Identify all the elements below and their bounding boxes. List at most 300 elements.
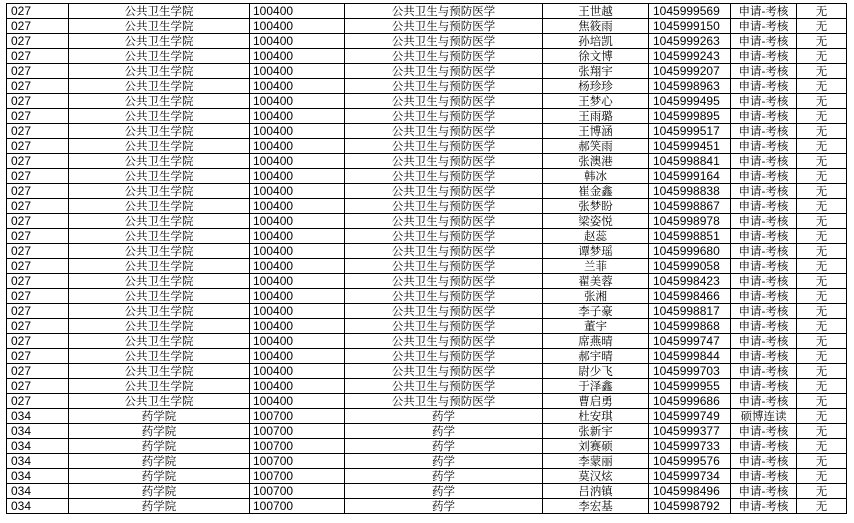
- admission-method-cell: 申请-考核: [731, 19, 797, 34]
- admission-method-cell: 硕博连读: [731, 409, 797, 424]
- college-code-cell: 027: [7, 139, 69, 154]
- admission-method-cell: 申请-考核: [731, 109, 797, 124]
- remark-cell: 无: [797, 319, 847, 334]
- major-code-cell: 100400: [250, 19, 345, 34]
- table-row: [7, 304, 847, 319]
- exam-number-cell: 1045999733: [649, 439, 731, 454]
- college-code-cell: 034: [7, 454, 69, 469]
- major-code-cell: 100400: [250, 349, 345, 364]
- major-code-cell: 100400: [250, 364, 345, 379]
- exam-number-cell: 1045998423: [649, 274, 731, 289]
- table-row: [7, 499, 847, 514]
- remark-cell: 无: [797, 139, 847, 154]
- student-name-cell: 赵蕊: [543, 229, 649, 244]
- exam-number-cell: 1045999680: [649, 244, 731, 259]
- student-name-cell: 孙培凯: [543, 34, 649, 49]
- remark-cell: 无: [797, 49, 847, 64]
- table-body: [7, 4, 847, 514]
- college-name-cell: 公共卫生学院: [69, 274, 250, 289]
- major-code-cell: 100400: [250, 199, 345, 214]
- major-code-cell: 100700: [250, 424, 345, 439]
- remark-cell: 无: [797, 394, 847, 409]
- college-code-cell: 027: [7, 184, 69, 199]
- major-name-cell: 公共卫生与预防医学: [345, 169, 543, 184]
- admission-list-table: [6, 3, 847, 514]
- exam-number-cell: 1045998496: [649, 484, 731, 499]
- college-name-cell: 公共卫生学院: [69, 214, 250, 229]
- major-name-cell: 公共卫生与预防医学: [345, 4, 543, 19]
- exam-number-cell: 1045999517: [649, 124, 731, 139]
- remark-cell: 无: [797, 109, 847, 124]
- exam-number-cell: 1045999734: [649, 469, 731, 484]
- college-name-cell: 公共卫生学院: [69, 64, 250, 79]
- student-name-cell: 尉少飞: [543, 364, 649, 379]
- college-name-cell: 药学院: [69, 484, 250, 499]
- admission-method-cell: 申请-考核: [731, 154, 797, 169]
- college-code-cell: 027: [7, 274, 69, 289]
- table-row: [7, 319, 847, 334]
- college-code-cell: 027: [7, 94, 69, 109]
- exam-number-cell: 1045999263: [649, 34, 731, 49]
- student-name-cell: 吕汭镇: [543, 484, 649, 499]
- college-name-cell: 公共卫生学院: [69, 79, 250, 94]
- exam-number-cell: 1045999058: [649, 259, 731, 274]
- remark-cell: 无: [797, 364, 847, 379]
- table-row: [7, 469, 847, 484]
- student-name-cell: 韩冰: [543, 169, 649, 184]
- remark-cell: 无: [797, 439, 847, 454]
- remark-cell: 无: [797, 94, 847, 109]
- exam-number-cell: 1045998792: [649, 499, 731, 514]
- college-code-cell: 034: [7, 424, 69, 439]
- table-row: [7, 289, 847, 304]
- college-code-cell: 027: [7, 154, 69, 169]
- exam-number-cell: 1045999703: [649, 364, 731, 379]
- major-name-cell: 公共卫生与预防医学: [345, 349, 543, 364]
- remark-cell: 无: [797, 424, 847, 439]
- admission-method-cell: 申请-考核: [731, 334, 797, 349]
- table-row: [7, 379, 847, 394]
- exam-number-cell: 1045999576: [649, 454, 731, 469]
- student-name-cell: 崔金鑫: [543, 184, 649, 199]
- student-name-cell: 王世越: [543, 4, 649, 19]
- student-name-cell: 王梦心: [543, 94, 649, 109]
- remark-cell: 无: [797, 274, 847, 289]
- major-code-cell: 100400: [250, 34, 345, 49]
- college-name-cell: 公共卫生学院: [69, 4, 250, 19]
- major-code-cell: 100400: [250, 379, 345, 394]
- remark-cell: 无: [797, 379, 847, 394]
- exam-number-cell: 1045998867: [649, 199, 731, 214]
- college-code-cell: 027: [7, 79, 69, 94]
- major-code-cell: 100400: [250, 49, 345, 64]
- table-row: [7, 124, 847, 139]
- major-code-cell: 100400: [250, 4, 345, 19]
- exam-number-cell: 1045998466: [649, 289, 731, 304]
- remark-cell: 无: [797, 409, 847, 424]
- remark-cell: 无: [797, 454, 847, 469]
- college-code-cell: 027: [7, 34, 69, 49]
- college-name-cell: 公共卫生学院: [69, 109, 250, 124]
- college-name-cell: 公共卫生学院: [69, 184, 250, 199]
- major-name-cell: 公共卫生与预防医学: [345, 334, 543, 349]
- table-row: [7, 4, 847, 19]
- exam-number-cell: 1045999747: [649, 334, 731, 349]
- major-code-cell: 100400: [250, 124, 345, 139]
- college-name-cell: 公共卫生学院: [69, 289, 250, 304]
- table-row: [7, 139, 847, 154]
- college-name-cell: 药学院: [69, 439, 250, 454]
- major-code-cell: 100400: [250, 229, 345, 244]
- major-code-cell: 100400: [250, 79, 345, 94]
- exam-number-cell: 1045998963: [649, 79, 731, 94]
- exam-number-cell: 1045998841: [649, 154, 731, 169]
- exam-number-cell: 1045999955: [649, 379, 731, 394]
- college-code-cell: 027: [7, 199, 69, 214]
- major-name-cell: 公共卫生与预防医学: [345, 319, 543, 334]
- college-name-cell: 公共卫生学院: [69, 34, 250, 49]
- major-name-cell: 公共卫生与预防医学: [345, 79, 543, 94]
- admission-method-cell: 申请-考核: [731, 34, 797, 49]
- exam-number-cell: 1045998851: [649, 229, 731, 244]
- student-name-cell: 张翔宇: [543, 64, 649, 79]
- admission-method-cell: 申请-考核: [731, 229, 797, 244]
- major-code-cell: 100400: [250, 154, 345, 169]
- college-name-cell: 公共卫生学院: [69, 229, 250, 244]
- exam-number-cell: 1045999495: [649, 94, 731, 109]
- table-row: [7, 394, 847, 409]
- student-name-cell: 于泽鑫: [543, 379, 649, 394]
- major-code-cell: 100700: [250, 469, 345, 484]
- college-code-cell: 027: [7, 259, 69, 274]
- major-code-cell: 100400: [250, 64, 345, 79]
- exam-number-cell: 1045998817: [649, 304, 731, 319]
- table-row: [7, 409, 847, 424]
- college-name-cell: 公共卫生学院: [69, 394, 250, 409]
- major-code-cell: 100400: [250, 109, 345, 124]
- college-name-cell: 药学院: [69, 469, 250, 484]
- table-row: [7, 334, 847, 349]
- major-name-cell: 公共卫生与预防医学: [345, 19, 543, 34]
- admission-method-cell: 申请-考核: [731, 499, 797, 514]
- major-code-cell: 100400: [250, 334, 345, 349]
- college-code-cell: 027: [7, 244, 69, 259]
- student-name-cell: 梁姿悦: [543, 214, 649, 229]
- college-name-cell: 药学院: [69, 454, 250, 469]
- college-code-cell: 027: [7, 124, 69, 139]
- college-code-cell: 027: [7, 349, 69, 364]
- major-name-cell: 公共卫生与预防医学: [345, 304, 543, 319]
- admission-method-cell: 申请-考核: [731, 364, 797, 379]
- admission-method-cell: 申请-考核: [731, 169, 797, 184]
- college-name-cell: 公共卫生学院: [69, 334, 250, 349]
- college-code-cell: 027: [7, 169, 69, 184]
- student-name-cell: 郝宇晴: [543, 349, 649, 364]
- major-name-cell: 公共卫生与预防医学: [345, 94, 543, 109]
- college-name-cell: 公共卫生学院: [69, 169, 250, 184]
- remark-cell: 无: [797, 64, 847, 79]
- college-name-cell: 公共卫生学院: [69, 199, 250, 214]
- remark-cell: 无: [797, 244, 847, 259]
- college-name-cell: 药学院: [69, 409, 250, 424]
- college-name-cell: 公共卫生学院: [69, 49, 250, 64]
- admission-method-cell: 申请-考核: [731, 214, 797, 229]
- student-name-cell: 董宇: [543, 319, 649, 334]
- major-code-cell: 100400: [250, 274, 345, 289]
- major-code-cell: 100700: [250, 439, 345, 454]
- college-name-cell: 公共卫生学院: [69, 364, 250, 379]
- student-name-cell: 张梦盼: [543, 199, 649, 214]
- major-code-cell: 100700: [250, 499, 345, 514]
- admission-method-cell: 申请-考核: [731, 439, 797, 454]
- college-name-cell: 公共卫生学院: [69, 349, 250, 364]
- admission-method-cell: 申请-考核: [731, 469, 797, 484]
- table-row: [7, 94, 847, 109]
- table-row: [7, 364, 847, 379]
- college-name-cell: 公共卫生学院: [69, 19, 250, 34]
- college-code-cell: 027: [7, 4, 69, 19]
- major-name-cell: 药学: [345, 499, 543, 514]
- admission-method-cell: 申请-考核: [731, 94, 797, 109]
- major-name-cell: 公共卫生与预防医学: [345, 139, 543, 154]
- student-name-cell: 李宏基: [543, 499, 649, 514]
- table-row: [7, 274, 847, 289]
- remark-cell: 无: [797, 334, 847, 349]
- major-name-cell: 公共卫生与预防医学: [345, 64, 543, 79]
- student-name-cell: 王雨璐: [543, 109, 649, 124]
- major-name-cell: 公共卫生与预防医学: [345, 49, 543, 64]
- exam-number-cell: 1045999243: [649, 49, 731, 64]
- major-name-cell: 公共卫生与预防医学: [345, 34, 543, 49]
- student-name-cell: 谭梦瑶: [543, 244, 649, 259]
- college-name-cell: 公共卫生学院: [69, 154, 250, 169]
- college-name-cell: 药学院: [69, 424, 250, 439]
- student-name-cell: 张湘: [543, 289, 649, 304]
- exam-number-cell: 1045999749: [649, 409, 731, 424]
- admission-method-cell: 申请-考核: [731, 349, 797, 364]
- student-name-cell: 郝笑雨: [543, 139, 649, 154]
- major-name-cell: 公共卫生与预防医学: [345, 229, 543, 244]
- college-code-cell: 027: [7, 319, 69, 334]
- college-name-cell: 公共卫生学院: [69, 139, 250, 154]
- college-code-cell: 027: [7, 394, 69, 409]
- admission-method-cell: 申请-考核: [731, 319, 797, 334]
- student-name-cell: 徐文博: [543, 49, 649, 64]
- major-name-cell: 药学: [345, 484, 543, 499]
- major-code-cell: 100400: [250, 169, 345, 184]
- student-name-cell: 李蒙丽: [543, 454, 649, 469]
- student-name-cell: 兰菲: [543, 259, 649, 274]
- major-code-cell: 100400: [250, 94, 345, 109]
- exam-number-cell: 1045999868: [649, 319, 731, 334]
- student-name-cell: 张新宇: [543, 424, 649, 439]
- college-name-cell: 公共卫生学院: [69, 379, 250, 394]
- remark-cell: 无: [797, 484, 847, 499]
- table-row: [7, 49, 847, 64]
- major-name-cell: 药学: [345, 469, 543, 484]
- college-code-cell: 027: [7, 19, 69, 34]
- exam-number-cell: 1045999895: [649, 109, 731, 124]
- student-name-cell: 张澳港: [543, 154, 649, 169]
- student-name-cell: 莫汉炫: [543, 469, 649, 484]
- table-row: [7, 109, 847, 124]
- admission-method-cell: 申请-考核: [731, 79, 797, 94]
- major-code-cell: 100400: [250, 244, 345, 259]
- college-code-cell: 027: [7, 214, 69, 229]
- student-name-cell: 席燕晴: [543, 334, 649, 349]
- table-row: [7, 64, 847, 79]
- exam-number-cell: 1045999569: [649, 4, 731, 19]
- admission-method-cell: 申请-考核: [731, 304, 797, 319]
- major-name-cell: 公共卫生与预防医学: [345, 214, 543, 229]
- admission-method-cell: 申请-考核: [731, 379, 797, 394]
- remark-cell: 无: [797, 289, 847, 304]
- admission-method-cell: 申请-考核: [731, 289, 797, 304]
- table-row: [7, 169, 847, 184]
- remark-cell: 无: [797, 304, 847, 319]
- table-row: [7, 184, 847, 199]
- admission-method-cell: 申请-考核: [731, 454, 797, 469]
- college-code-cell: 027: [7, 289, 69, 304]
- admission-method-cell: 申请-考核: [731, 184, 797, 199]
- remark-cell: 无: [797, 229, 847, 244]
- college-code-cell: 027: [7, 304, 69, 319]
- exam-number-cell: 1045998978: [649, 214, 731, 229]
- remark-cell: 无: [797, 499, 847, 514]
- college-code-cell: 027: [7, 109, 69, 124]
- major-name-cell: 药学: [345, 409, 543, 424]
- college-code-cell: 034: [7, 484, 69, 499]
- major-name-cell: 公共卫生与预防医学: [345, 289, 543, 304]
- student-name-cell: 翟美蓉: [543, 274, 649, 289]
- college-name-cell: 公共卫生学院: [69, 319, 250, 334]
- major-name-cell: 药学: [345, 454, 543, 469]
- admission-method-cell: 申请-考核: [731, 199, 797, 214]
- major-name-cell: 公共卫生与预防医学: [345, 274, 543, 289]
- admission-method-cell: 申请-考核: [731, 259, 797, 274]
- exam-number-cell: 1045999451: [649, 139, 731, 154]
- college-code-cell: 027: [7, 334, 69, 349]
- exam-number-cell: 1045999844: [649, 349, 731, 364]
- major-name-cell: 公共卫生与预防医学: [345, 364, 543, 379]
- table-row: [7, 424, 847, 439]
- college-code-cell: 034: [7, 409, 69, 424]
- major-code-cell: 100400: [250, 214, 345, 229]
- major-name-cell: 药学: [345, 424, 543, 439]
- major-name-cell: 公共卫生与预防医学: [345, 199, 543, 214]
- admission-method-cell: 申请-考核: [731, 139, 797, 154]
- table-row: [7, 259, 847, 274]
- remark-cell: 无: [797, 79, 847, 94]
- admission-method-cell: 申请-考核: [731, 274, 797, 289]
- student-name-cell: 王博涵: [543, 124, 649, 139]
- table-row: [7, 199, 847, 214]
- major-name-cell: 公共卫生与预防医学: [345, 394, 543, 409]
- major-name-cell: 药学: [345, 439, 543, 454]
- college-name-cell: 公共卫生学院: [69, 304, 250, 319]
- major-code-cell: 100400: [250, 289, 345, 304]
- remark-cell: 无: [797, 199, 847, 214]
- college-name-cell: 公共卫生学院: [69, 244, 250, 259]
- student-name-cell: 李子豪: [543, 304, 649, 319]
- exam-number-cell: 1045999686: [649, 394, 731, 409]
- table-row: [7, 484, 847, 499]
- table-row: [7, 454, 847, 469]
- major-name-cell: 公共卫生与预防医学: [345, 154, 543, 169]
- student-name-cell: 杨珍珍: [543, 79, 649, 94]
- college-code-cell: 027: [7, 229, 69, 244]
- major-code-cell: 100700: [250, 454, 345, 469]
- major-name-cell: 公共卫生与预防医学: [345, 124, 543, 139]
- college-name-cell: 药学院: [69, 499, 250, 514]
- major-name-cell: 公共卫生与预防医学: [345, 244, 543, 259]
- remark-cell: 无: [797, 4, 847, 19]
- major-name-cell: 公共卫生与预防医学: [345, 259, 543, 274]
- exam-number-cell: 1045999150: [649, 19, 731, 34]
- major-code-cell: 100400: [250, 394, 345, 409]
- admission-method-cell: 申请-考核: [731, 4, 797, 19]
- table-row: [7, 214, 847, 229]
- major-name-cell: 公共卫生与预防医学: [345, 184, 543, 199]
- admission-method-cell: 申请-考核: [731, 394, 797, 409]
- admission-method-cell: 申请-考核: [731, 424, 797, 439]
- major-name-cell: 公共卫生与预防医学: [345, 109, 543, 124]
- remark-cell: 无: [797, 154, 847, 169]
- student-name-cell: 刘赛硕: [543, 439, 649, 454]
- major-code-cell: 100400: [250, 259, 345, 274]
- admission-method-cell: 申请-考核: [731, 49, 797, 64]
- college-name-cell: 公共卫生学院: [69, 124, 250, 139]
- table-row: [7, 34, 847, 49]
- student-name-cell: 焦筱雨: [543, 19, 649, 34]
- major-code-cell: 100400: [250, 304, 345, 319]
- table-row: [7, 439, 847, 454]
- college-code-cell: 027: [7, 379, 69, 394]
- remark-cell: 无: [797, 214, 847, 229]
- major-code-cell: 100400: [250, 139, 345, 154]
- college-code-cell: 027: [7, 364, 69, 379]
- remark-cell: 无: [797, 124, 847, 139]
- remark-cell: 无: [797, 19, 847, 34]
- college-name-cell: 公共卫生学院: [69, 259, 250, 274]
- student-name-cell: 杜安琪: [543, 409, 649, 424]
- major-code-cell: 100400: [250, 319, 345, 334]
- table-row: [7, 79, 847, 94]
- college-code-cell: 027: [7, 49, 69, 64]
- remark-cell: 无: [797, 184, 847, 199]
- remark-cell: 无: [797, 169, 847, 184]
- major-code-cell: 100700: [250, 409, 345, 424]
- exam-number-cell: 1045999164: [649, 169, 731, 184]
- admission-method-cell: 申请-考核: [731, 124, 797, 139]
- major-code-cell: 100400: [250, 184, 345, 199]
- college-code-cell: 034: [7, 439, 69, 454]
- college-code-cell: 034: [7, 469, 69, 484]
- table-row: [7, 349, 847, 364]
- admission-method-cell: 申请-考核: [731, 244, 797, 259]
- remark-cell: 无: [797, 34, 847, 49]
- exam-number-cell: 1045999377: [649, 424, 731, 439]
- college-name-cell: 公共卫生学院: [69, 94, 250, 109]
- exam-number-cell: 1045999207: [649, 64, 731, 79]
- table-row: [7, 229, 847, 244]
- major-name-cell: 公共卫生与预防医学: [345, 379, 543, 394]
- college-code-cell: 034: [7, 499, 69, 514]
- major-code-cell: 100700: [250, 484, 345, 499]
- table-row: [7, 244, 847, 259]
- student-name-cell: 曹启勇: [543, 394, 649, 409]
- table-row: [7, 19, 847, 34]
